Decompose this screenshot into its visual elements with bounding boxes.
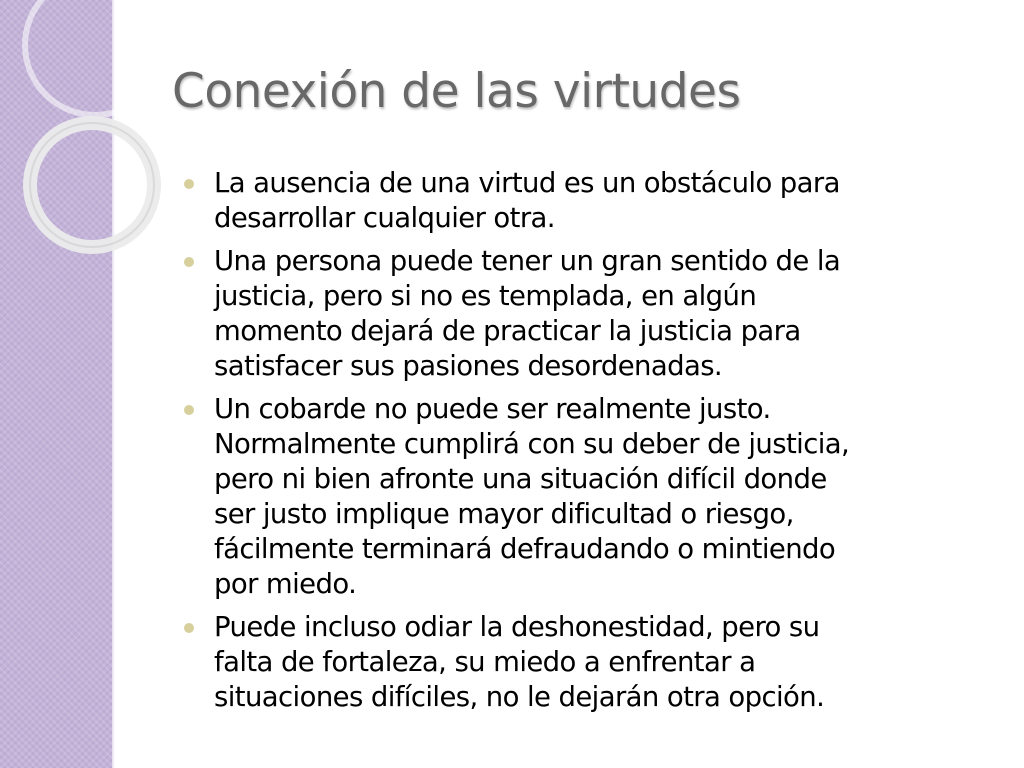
- bullet-text-line: Puede incluso odiar la deshonestidad, pero su: [214, 611, 820, 643]
- bullet-item: [184, 392, 974, 602]
- bullet-text-line: momento dejará de practicar la justicia para: [214, 315, 801, 347]
- bullet-dot-icon: [184, 623, 194, 633]
- bullet-text-line: Una persona puede tener un gran sentido de la: [214, 245, 841, 277]
- bullet-text-line: pero ni bien afronte una situación difícil donde: [214, 463, 827, 495]
- bullet-item: [184, 244, 974, 384]
- bullet-list: [184, 166, 974, 723]
- bullet-text-line: Normalmente cumplirá con su deber de justicia,: [214, 428, 850, 460]
- bullet-text-line: Un cobarde no puede ser realmente justo.: [214, 393, 771, 425]
- decorative-ring-upper: [25, 0, 165, 115]
- bullet-dot-icon: [184, 257, 194, 267]
- bullet-text-line: ser justo implique mayor dificultad o riesgo,: [214, 498, 794, 530]
- bullet-item: [184, 166, 974, 236]
- decorative-ring-lower-outline: [30, 123, 154, 247]
- bullet-text-line: situaciones difíciles, no le dejarán otra opción.: [214, 681, 825, 713]
- bullet-text-line: desarrollar cualquier otra.: [214, 202, 555, 234]
- bullet-text-line: La ausencia de una virtud es un obstáculo para: [214, 167, 840, 199]
- bullet-text-line: falta de fortaleza, su miedo a enfrentar a: [214, 646, 756, 678]
- bullet-text-line: por miedo.: [214, 568, 357, 600]
- bullet-dot-icon: [184, 179, 194, 189]
- bullet-text-line: fácilmente terminará defraudando o mintiendo: [214, 533, 836, 565]
- slide-title: Conexión de las virtudes: [172, 64, 741, 119]
- bullet-text-line: satisfacer sus pasiones desordenadas.: [214, 350, 723, 382]
- bullet-dot-icon: [184, 405, 194, 415]
- bullet-text-line: justicia, pero si no es templada, en algún: [214, 280, 757, 312]
- bullet-item: [184, 610, 974, 715]
